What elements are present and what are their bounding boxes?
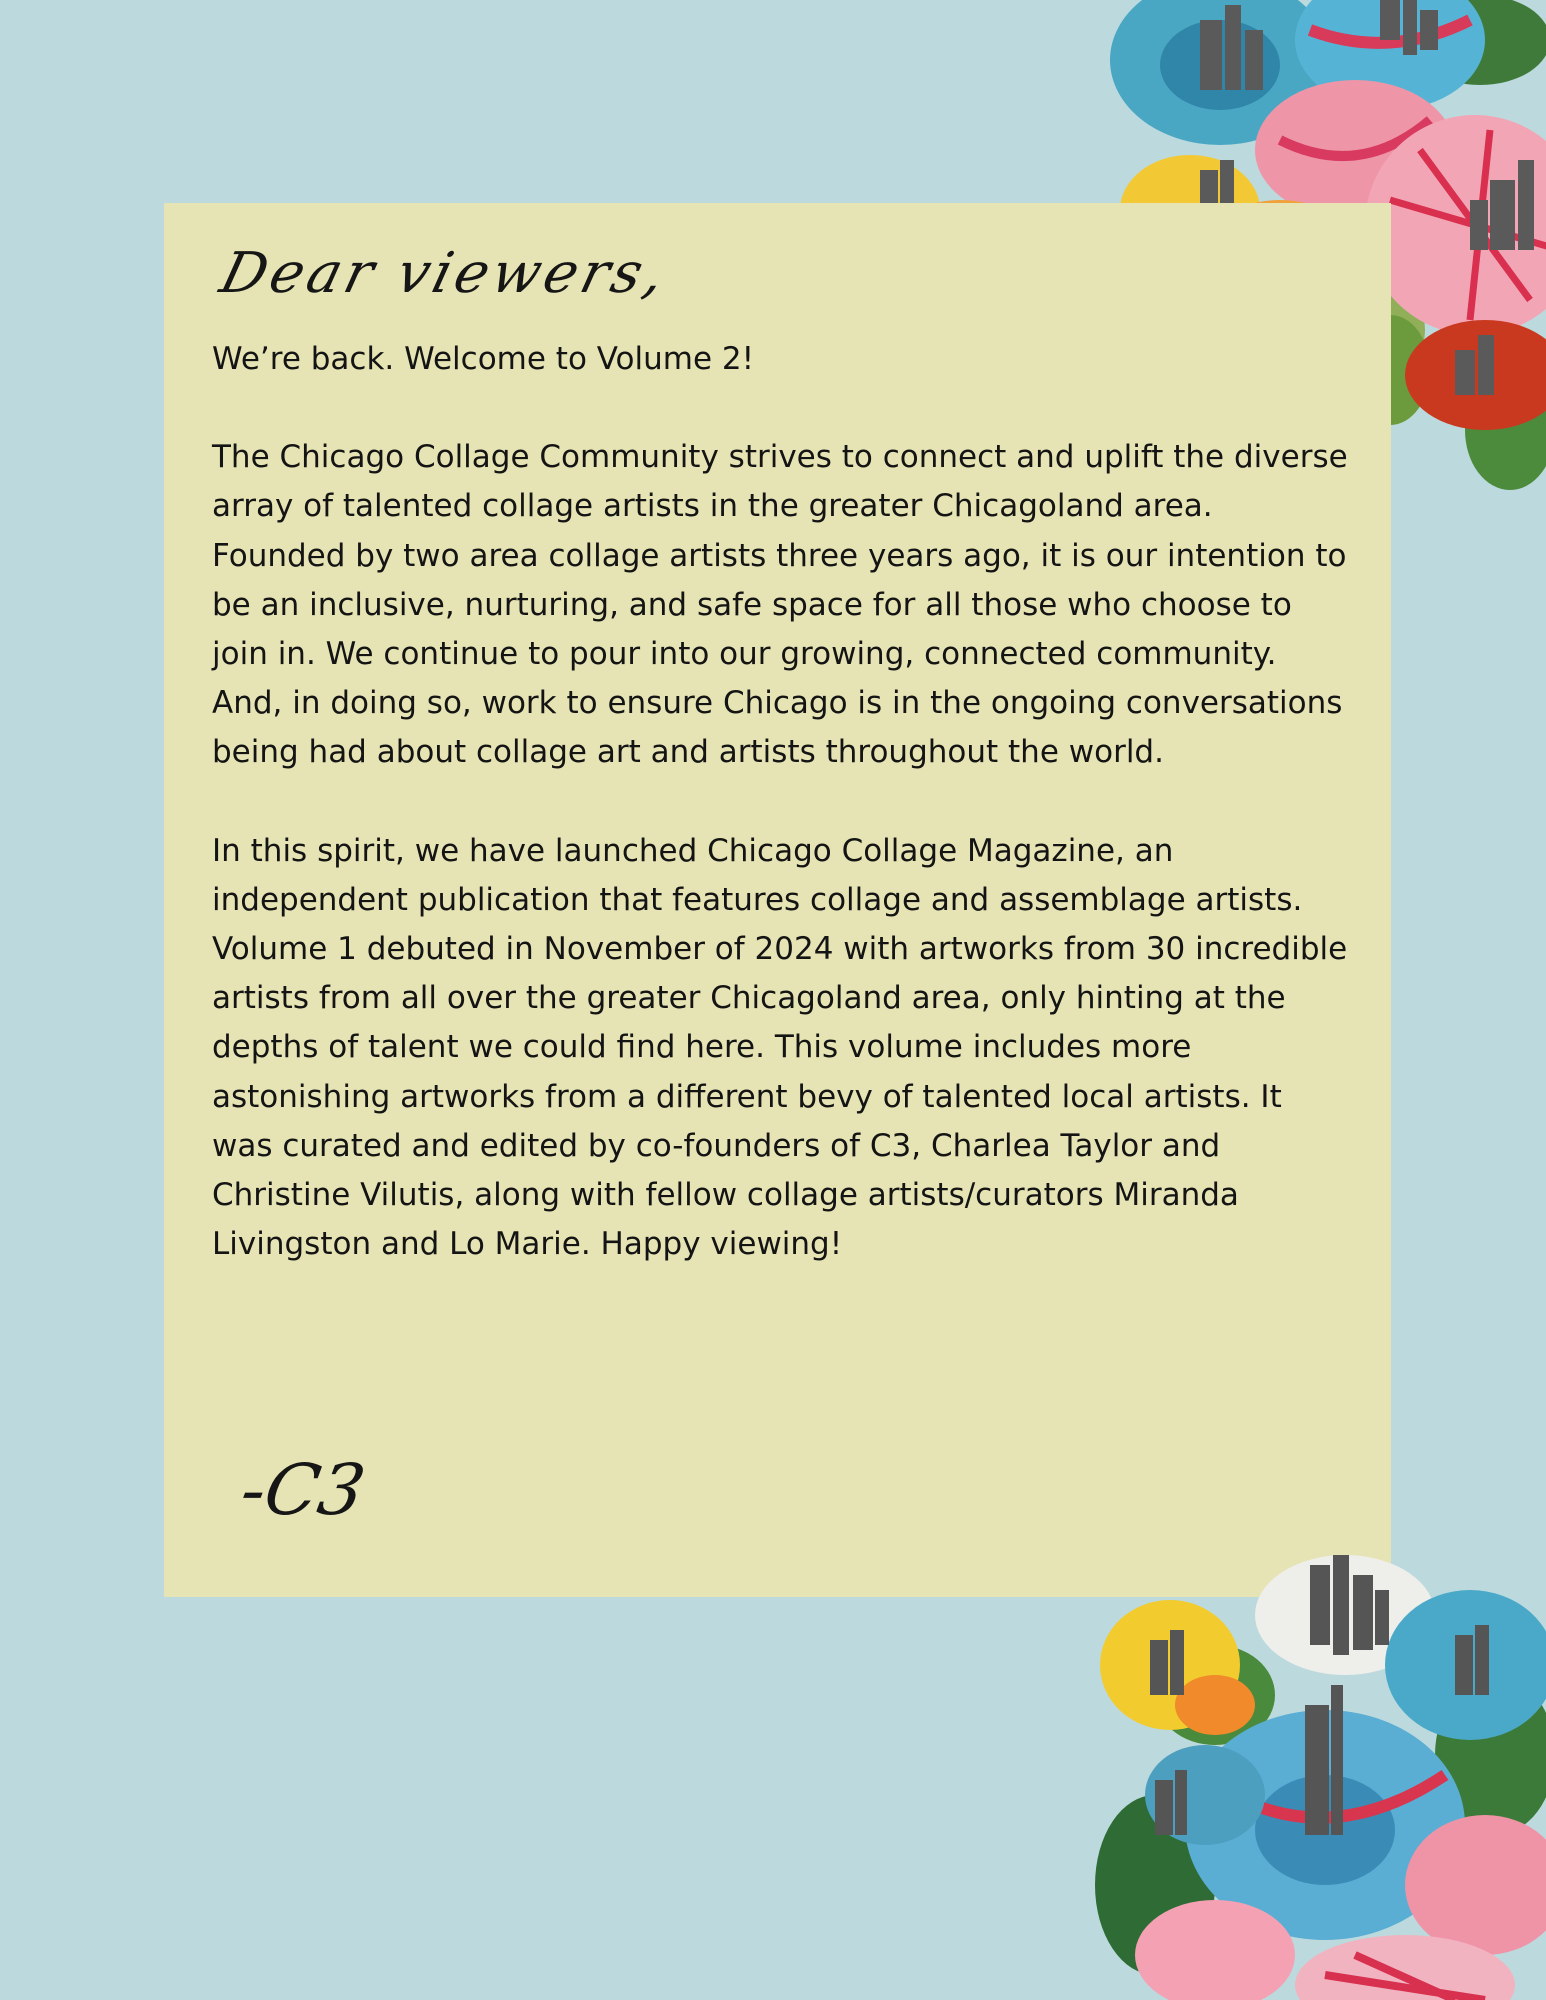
letter-signature: -C3 [234, 1449, 371, 1531]
letter-paragraph: We’re back. Welcome to Volume 2! [212, 341, 755, 377]
letter-paragraph: In this spirit, we have launched Chicago Collage Magazine, an independent publication that features collage and assemblage artists. Volume 1 debuted in November of 2024 with artworks from 30 incredible artists from all over the greater Chicagoland area, only hinting at the depths of talent we could find here. This volume includes more astonishing artworks from a different bevy of talented local artists. It was curated and edited by co-founders of C3, Charlea Taylor and Christine Vilutis, along with fellow collage artists/curators Miranda Livingston and Lo Marie. Happy viewing! [212, 832, 1348, 1263]
letter-salutation: Dear viewers, [214, 241, 676, 306]
letter-body [212, 335, 1352, 1318]
letter-paragraph: The Chicago Collage Community strives to connect and uplift the diverse array of talented collage artists in the greater Chicagoland area. Founded by two area collage artists three years ago, it is our intention to be an inclusive, nurturing, and safe space for all those who choose to join in. We continue to pour into our growing, connected community. And, in doing so, work to ensure Chicago is in the ongoing conversations being had about collage art and artists throughout the world. [212, 439, 1348, 771]
floral-collage-bottom-icon [1095, 1555, 1546, 2000]
letter-panel [164, 203, 1391, 1597]
